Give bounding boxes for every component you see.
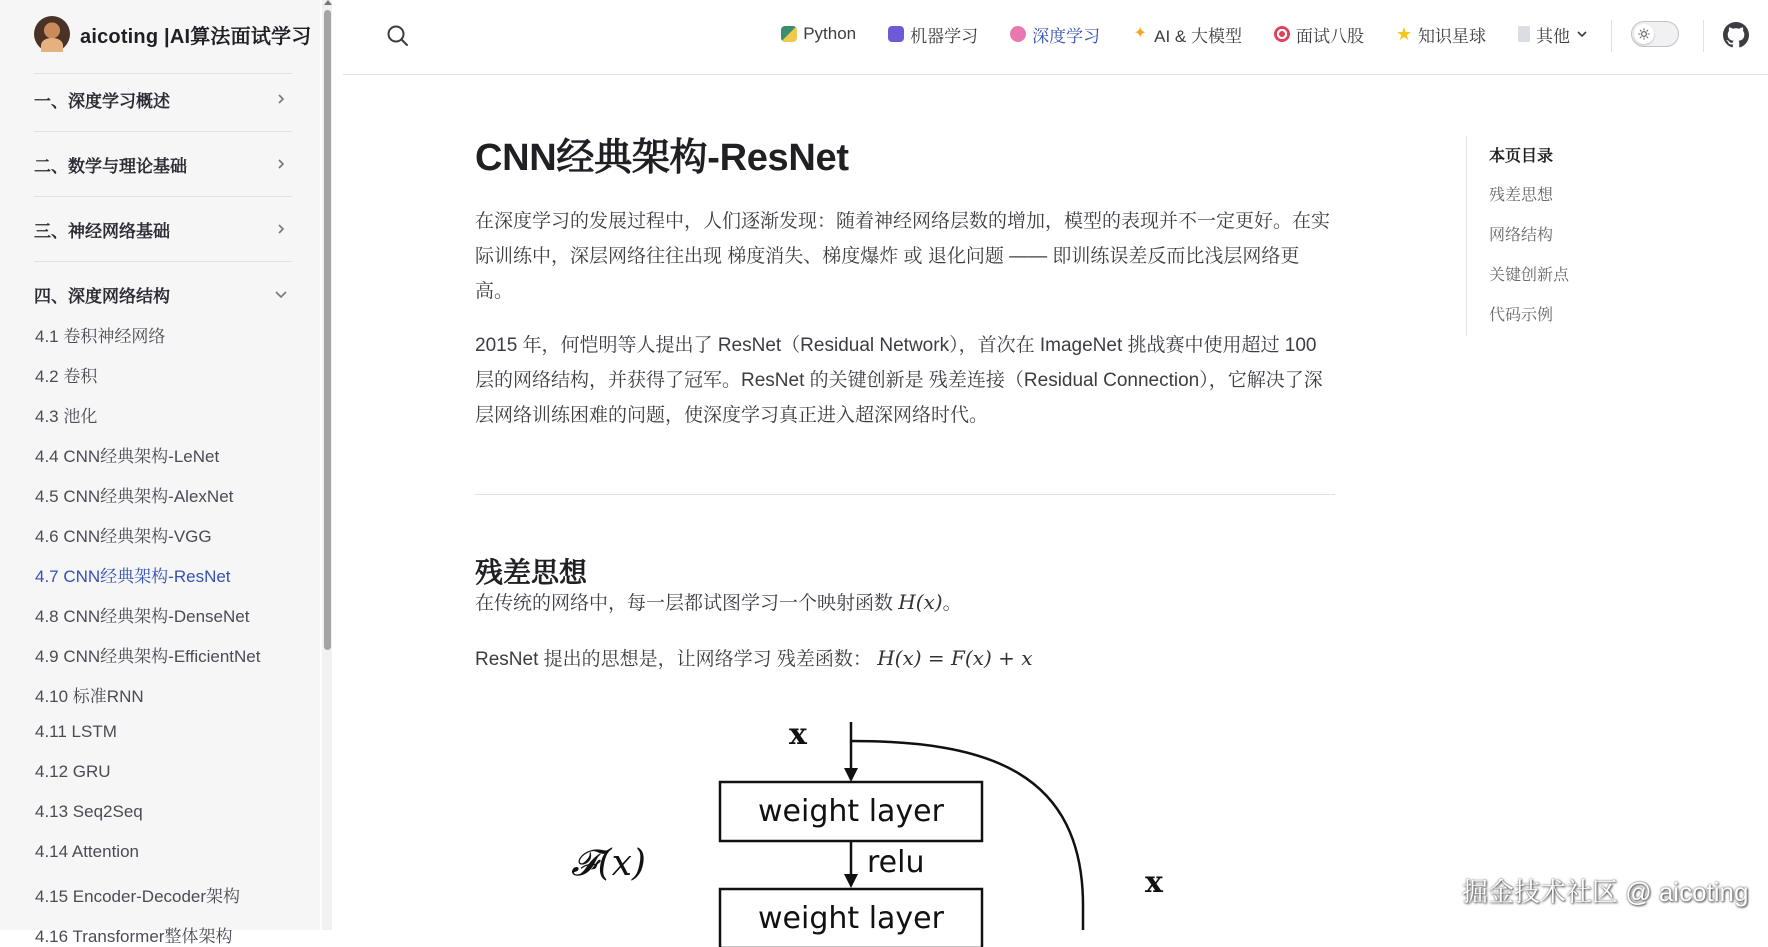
nav-link-ai-llm[interactable]: ✦ AI & 大模型 [1133,25,1242,46]
brain-icon [1010,26,1026,42]
history-paragraph: 2015 年，何恺明等人提出了 ResNet（Residual Network），首次在 ImageNet 挑战赛中使用超过 100 层的网络结构，并获得了冠军。ResNet 的关键创新是 残差连接（Residual Connection），它解决了深层网络训练困难的问题，使深度学习真正进入超深网络时代。 [475,335,1323,426]
section-heading-residual: 残差思想 [475,557,588,589]
sidebar-section-label: 二、数学与理论基础 [34,156,187,176]
nav-link-deep-learning[interactable]: 深度学习 [1010,22,1100,47]
robot-icon [888,26,904,42]
sidebar-item[interactable]: 4.4 CNN经典架构-LeNet [35,447,220,466]
sidebar-item[interactable]: 4.11 LSTM [35,722,117,741]
relu-label: relu [867,845,925,880]
document-icon [1518,26,1530,42]
nav-link-python[interactable]: Python [781,24,856,44]
sidebar-section-label: 四、深度网络结构 [34,286,170,306]
avatar [34,16,70,52]
toc-item[interactable]: 残差思想 [1489,187,1554,204]
sidebar-item[interactable]: 4.15 Encoder-Decoder架构 [35,887,241,906]
sidebar-item[interactable]: 4.10 标准RNN [35,687,144,706]
sun-icon [1634,24,1654,44]
sidebar-section-label: 三、神经网络基础 [34,221,170,241]
sidebar-item[interactable]: 4.3 池化 [35,407,98,426]
toc-item[interactable]: 代码示例 [1489,307,1554,324]
residual-paragraph-1: 在传统的网络中，每一层都试图学习一个映射函数 H(x)。 [475,590,962,614]
scroll-up-arrow-icon[interactable] [324,0,332,5]
sidebar-item[interactable]: 4.13 Seq2Seq [35,802,143,821]
watermark: 掘金技术社区 @ aicoting [1462,877,1749,907]
sidebar-item[interactable]: 4.5 CNN经典架构-AlexNet [35,487,234,506]
toc-title: 本页目录 [1489,148,1554,165]
python-icon [781,26,797,42]
sidebar-divider [34,261,292,262]
residual-paragraph-2: ResNet 提出的思想是，让网络学习 残差函数： H(x) = F(x) + x [475,646,1033,670]
sidebar-section-overview[interactable] [34,81,290,117]
weight-layer-label: weight layer [758,794,944,829]
sidebar-divider [34,196,292,197]
target-icon [1274,26,1290,42]
sparkles-icon: ✦ [1133,25,1147,42]
intro-paragraph: 在深度学习的发展过程中，人们逐渐发现：随着神经网络层数的增加，模型的表现并不一定更好。在实际训练中，深层网络往往出现 梯度消失、梯度爆炸 或 退化问题 —— 即训练误差反而比浅层网络更高。 [475,211,1331,302]
top-navbar [343,0,1768,75]
star-icon: ★ [1396,24,1413,44]
sidebar-item[interactable]: 4.2 卷积 [35,367,98,386]
sidebar-item[interactable]: 4.16 Transformer整体架构 [35,927,233,946]
table-of-contents [1466,136,1667,336]
section-divider [475,494,1335,495]
sidebar-divider [34,131,292,132]
sidebar-divider [34,73,292,74]
theme-toggle[interactable] [1631,21,1679,47]
chevron-right-icon [272,90,290,108]
search-icon [385,23,411,49]
sidebar-section-label: 一、深度学习概述 [34,91,170,111]
nav-links [781,20,1588,48]
page-title: CNN经典架构-ResNet [475,137,849,179]
chevron-down-icon [1576,29,1588,39]
sidebar-item[interactable]: 4.6 CNN经典架构-VGG [35,527,212,546]
chevron-down-icon [272,285,290,303]
toc-item[interactable]: 关键创新点 [1489,267,1570,284]
site-title: aicoting |AI算法面试学习 [80,25,312,48]
main-content [475,120,1335,670]
site-brand[interactable] [34,14,311,54]
residual-function-label: 𝓕(x) [571,843,646,884]
sidebar-section-nn-basics[interactable] [34,211,290,247]
nav-link-interview[interactable]: 面试八股 [1274,22,1364,47]
sidebar-item[interactable]: 4.14 Attention [35,842,139,861]
sidebar-scrollbar-thumb[interactable] [324,10,331,650]
navbar-divider [1703,20,1704,52]
sidebar-section-deep-structures[interactable] [34,276,290,312]
nav-link-knowledge-planet[interactable]: ★ 知识星球 [1396,24,1486,46]
chevron-right-icon [272,155,290,173]
math-formula: H(x) = F(x) + x [877,646,1033,670]
sidebar-item[interactable]: 4.12 GRU [35,762,111,781]
math-formula: H(x) [898,590,943,614]
residual-block-diagram [565,710,1205,936]
sidebar [0,0,320,946]
identity-label: x [1145,865,1163,900]
sidebar-item-active[interactable]: 4.7 CNN经典架构-ResNet [35,567,231,586]
weight-layer-label: weight layer [758,901,944,936]
github-icon [1723,22,1749,48]
nav-link-machine-learning[interactable]: 机器学习 [888,22,978,47]
toc-item[interactable]: 网络结构 [1489,227,1554,244]
search-button[interactable] [385,23,411,49]
nav-link-other-dropdown[interactable]: 其他 [1518,22,1588,47]
diagram-input-label: x [789,717,807,752]
sidebar-section-math[interactable] [34,146,290,182]
github-link[interactable] [1723,22,1749,48]
navbar-divider [1611,20,1612,52]
sidebar-item[interactable]: 4.9 CNN经典架构-EfficientNet [35,647,261,666]
chevron-right-icon [272,220,290,238]
sidebar-item[interactable]: 4.8 CNN经典架构-DenseNet [35,607,250,626]
sidebar-item[interactable]: 4.1 卷积神经网络 [35,327,166,346]
